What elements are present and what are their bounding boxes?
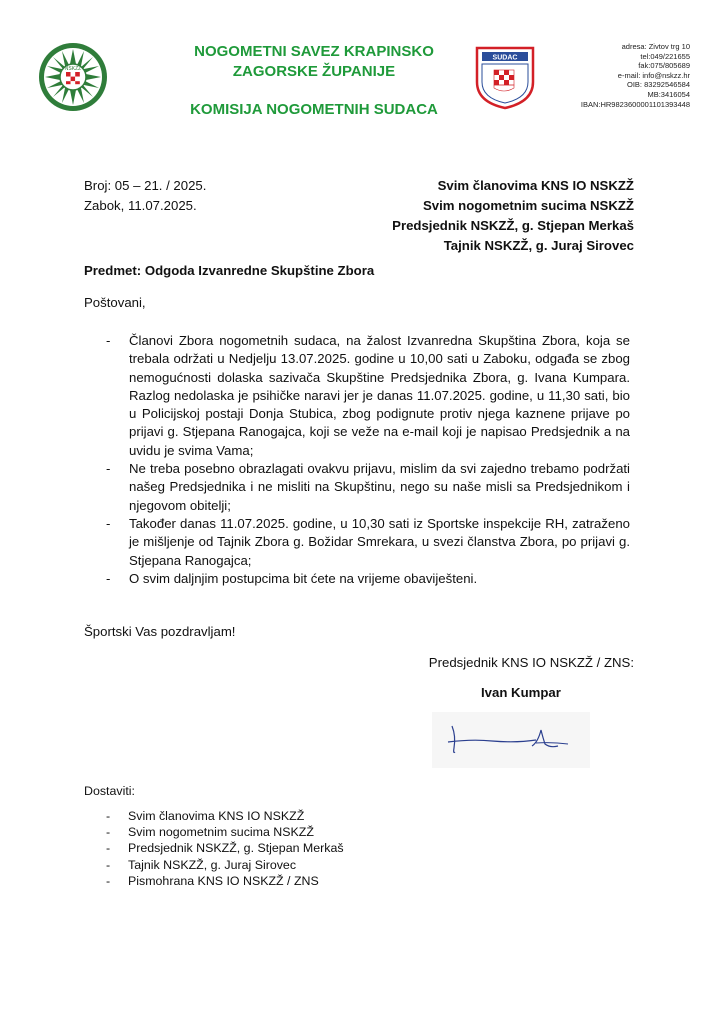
- commission-name: KOMISIJA NOGOMETNIH SUDACA: [190, 101, 438, 118]
- contact-phone: tel:049/221655: [640, 51, 690, 61]
- contact-address: adresa: Zivtov trg 10: [621, 42, 690, 51]
- body-list-item: [84, 570, 630, 588]
- association-emblem: [38, 42, 108, 112]
- signer-name: Ivan Kumpar: [481, 685, 561, 700]
- contact-oib: OIB: 83292546584: [627, 80, 690, 90]
- distribution-item-text: Tajnik NSKZŽ, g. Juraj Sirovec: [128, 857, 297, 872]
- body-list-item: [84, 515, 630, 570]
- bullet-dash: -: [106, 873, 111, 888]
- contact-iban: IBAN:HR9823600001101393448: [580, 99, 690, 109]
- distribution-list: [84, 808, 344, 889]
- bullet-dash: -: [106, 841, 111, 856]
- distribution-item: [84, 857, 344, 873]
- bullet-dash: -: [106, 461, 111, 477]
- recipient: Predsjednik NSKZŽ, g. Stjepan Merkaš: [392, 218, 634, 233]
- organization-name-line-2: ZAGORSKE ŽUPANIJE: [232, 63, 396, 80]
- distribution-item-text: Predsjednik NSKZŽ, g. Stjepan Merkaš: [128, 841, 344, 856]
- distribution-item: [84, 808, 344, 824]
- bullet-dash: -: [106, 825, 111, 840]
- recipient: Tajnik NSKZŽ, g. Juraj Sirovec: [443, 238, 634, 253]
- distribution-item: [84, 824, 344, 840]
- body-item-text: Također danas 11.07.2025. godine, u 10,30 sati iz Sportske inspekcije RH, zatraženo je mišljenje od Tajnik Zbora g. Božidar Smrekara, u svezi članstva Zbora, po prijavi g. Stjepana Ranogajca;: [129, 515, 630, 568]
- signer-title: Predsjednik KNS IO NSKZŽ / ZNS:: [428, 655, 634, 670]
- badge-label: SUDAC: [492, 54, 518, 62]
- handwritten-signature: [432, 712, 590, 768]
- body-item-text: Ne treba posebno obrazlagati ovakvu prijavu, mislim da svi zajedno trebamo podržati našeg Predsjednika i ne misliti na Skupštinu, nego su naše misli sa Predsjednikom i njegovom obitelji;: [129, 461, 630, 513]
- bullet-dash: -: [106, 857, 111, 872]
- emblem-label: NSKZŽ: [64, 66, 82, 72]
- sunburst-emblem-icon: [38, 42, 108, 112]
- place-and-date: Zabok, 11.07.2025.: [84, 198, 197, 213]
- recipients-block: [392, 176, 634, 256]
- letter-closing: Športski Vas pozdravljam!: [84, 624, 236, 639]
- signature-icon: [432, 712, 590, 768]
- reference-number: Broj: 05 – 21. / 2025.: [84, 178, 207, 193]
- distribution-item: [84, 840, 344, 856]
- contact-fax: fak:075/805689: [638, 61, 690, 71]
- recipient: Svim članovima KNS IO NSKZŽ: [437, 178, 634, 193]
- body-item-text: O svim daljnjim postupcima bit ćete na vrijeme obaviješteni.: [129, 570, 478, 586]
- contact-details: [581, 42, 690, 109]
- document-reference: [84, 176, 206, 216]
- letter-subject: Predmet: Odgoda Izvanredne Skupštine Zbora: [84, 263, 375, 278]
- distribution-item-text: Svim članovima KNS IO NSKZŽ: [128, 809, 305, 823]
- body-list-item: [84, 332, 630, 460]
- letter-greeting: Poštovani,: [84, 295, 146, 310]
- referee-badge: [472, 44, 538, 110]
- distribution-item-text: Svim nogometnim sucima NSKZŽ: [128, 825, 314, 840]
- distribution-label: Dostaviti:: [84, 784, 135, 798]
- letter-body-list: [84, 332, 630, 588]
- bullet-dash: -: [106, 809, 111, 823]
- bullet-dash: -: [106, 570, 111, 586]
- organization-name-line-1: NOGOMETNI SAVEZ KRAPINSKO: [194, 43, 434, 60]
- contact-email: e-mail: info@nskzz.hr: [617, 70, 690, 80]
- body-item-text: Članovi Zbora nogometnih sudaca, na žalost Izvanredna Skupština Zbora, koja se trebala održati u Nedjelju 13.07.2025. godine u 10,00 sati u Zaboku, odgađa se zbog nemogućnosti dolaska sazivača Skupštine Predsjednika Zbora, g. Ivana Kumpara. Razlog nedolaska je psihičke naravi jer je danas 11.07.2025. godine, u 11,30 sati, bio u Policijskoj postaji Donja Stubica, zbog podignute protiv njega kaznene prijave po prijavi g. Stjepana Ranogajca, koji se veže na e-mail koji je napisao Predsjednik a na uvidu je svima Vama;: [129, 333, 630, 458]
- recipient: Svim nogometnim sucima NSKZŽ: [422, 198, 634, 213]
- contact-mb: MB:3416054: [647, 89, 690, 99]
- bullet-dash: -: [106, 333, 111, 348]
- distribution-item-text: Pismohrana KNS IO NSKZŽ / ZNS: [128, 873, 319, 888]
- distribution-item: [84, 873, 344, 889]
- referee-shield-icon: [472, 44, 538, 110]
- bullet-dash: -: [106, 515, 111, 531]
- organization-header: [150, 42, 478, 120]
- body-list-item: [84, 460, 630, 515]
